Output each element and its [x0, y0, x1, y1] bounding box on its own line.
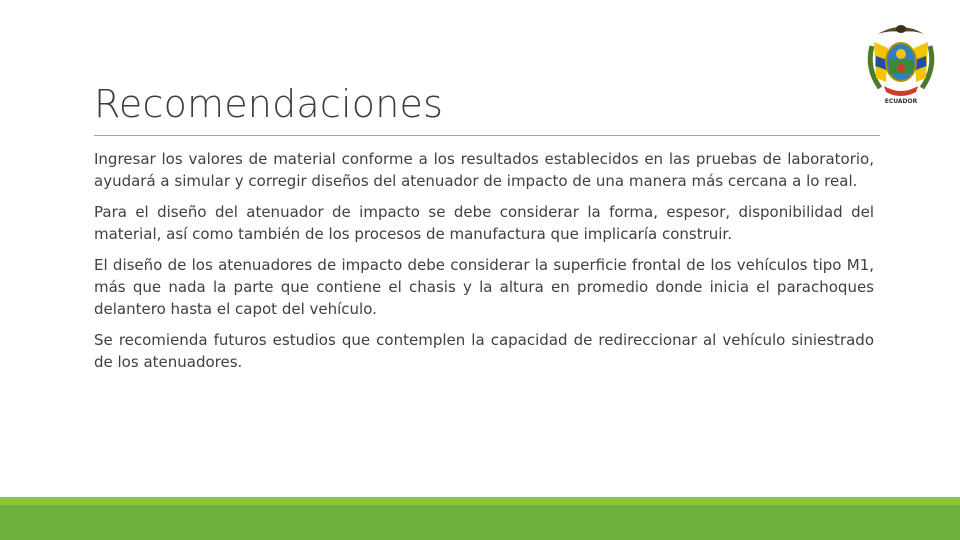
slide-body [94, 148, 874, 382]
footer-bar [0, 505, 960, 540]
coat-of-arms-icon [858, 16, 944, 106]
slide-title: Recomendaciones [94, 82, 444, 126]
title-divider [94, 135, 880, 136]
paragraph-4: Se recomienda futuros estudios que contemplen la capacidad de redireccionar al vehículo siniestrado de los atenuadores. [94, 331, 874, 371]
paragraph-3: El diseño de los atenuadores de impacto debe considerar la superficie frontal de los vehículos tipo M1, más que nada la parte que contiene el chasis y la altura en promedio donde inicia el parachoques delantero hasta el capot del vehículo. [94, 256, 874, 318]
footer-accent-stripe [0, 497, 960, 505]
logo-caption: ECUADOR [884, 98, 918, 105]
paragraph-2: Para el diseño del atenuador de impacto se debe considerar la forma, espesor, disponibilidad del material, así como también de los procesos de manufactura que implicaría construir. [94, 203, 874, 243]
paragraph-1: Ingresar los valores de material conforme a los resultados establecidos en las pruebas de laboratorio, ayudará a simular y corregir diseños del atenuador de impacto de una manera más cercana a lo real. [94, 150, 874, 190]
